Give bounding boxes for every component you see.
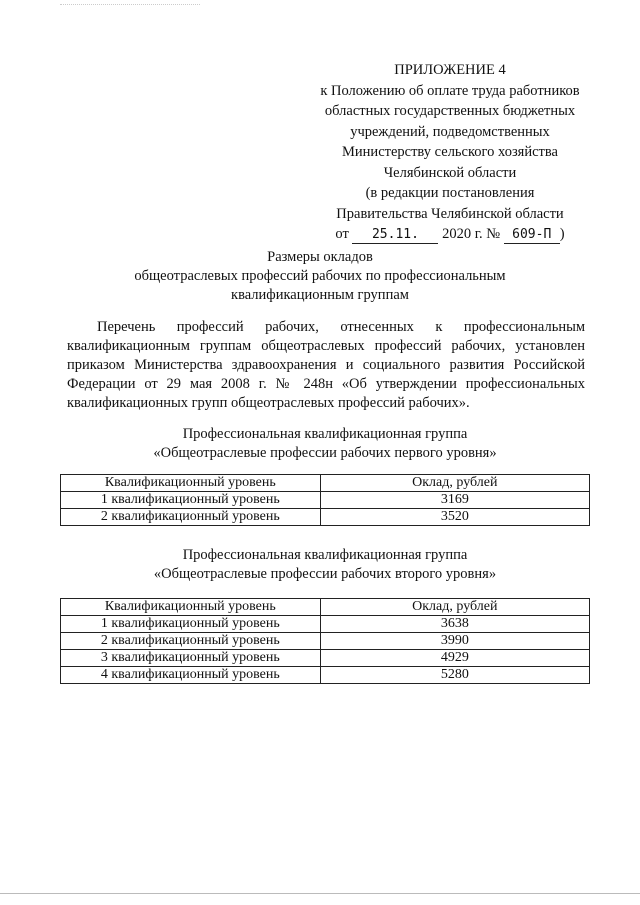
- appendix-line: ПРИЛОЖЕНИЕ 4: [394, 62, 506, 78]
- salary-cell: 5280: [320, 667, 589, 684]
- resolution-date: 25.11.: [352, 227, 438, 244]
- appendix-line: Челябинской области: [383, 164, 517, 181]
- table-row: [61, 667, 590, 684]
- appendix-line: Министерству сельского хозяйства: [342, 144, 558, 160]
- salary-cell: 3520: [320, 509, 589, 526]
- appendix-header: [290, 60, 610, 245]
- intro-paragraph: Перечень профессий рабочих, отнесенных к профессиональным квалификационным группам общеотраслевых профессий рабочих, установлен приказом Министерства здравоохранения и социального развития Российской Федерации от 29 мая 2008 г. № 248н «Об утверждении профессиональных квалификационных групп общеотраслевых профессий рабочих».: [67, 319, 585, 411]
- level-cell: 1 квалификационный уровень: [61, 616, 321, 633]
- appendix-line: учреждений, подведомственных: [350, 123, 550, 140]
- column-header: Квалификационный уровень: [61, 475, 321, 492]
- year-text: 2020 г. №: [442, 226, 501, 242]
- level-cell: 1 квалификационный уровень: [61, 492, 321, 509]
- resolution-number: 609-П: [504, 227, 560, 244]
- group-title-line: Профессиональная квалификационная группа: [182, 547, 468, 563]
- group-title-line: «Общеотраслевые профессии рабочих второго уровня»: [153, 566, 497, 582]
- closing-paren: ): [559, 226, 565, 242]
- appendix-line: (в редакции постановления: [365, 185, 535, 201]
- salary-cell: 4929: [320, 650, 589, 667]
- title-line: Размеры окладов: [267, 249, 373, 265]
- salary-cell: 3169: [320, 492, 589, 509]
- table-header-row: [61, 599, 590, 616]
- table-row: [61, 492, 590, 509]
- level-cell: 2 квалификационный уровень: [61, 633, 321, 650]
- table-row: [61, 633, 590, 650]
- group-1-salary-table: [60, 474, 590, 526]
- scan-artifact: [60, 4, 200, 5]
- appendix-line: к Положению об оплате труда работников: [320, 82, 580, 99]
- column-header: Оклад, рублей: [320, 599, 589, 616]
- table-header-row: [61, 475, 590, 492]
- column-header: Оклад, рублей: [320, 475, 589, 492]
- salary-cell: 3990: [320, 633, 589, 650]
- group-title-line: Профессиональная квалификационная группа: [182, 426, 468, 442]
- group-2-title: [60, 546, 590, 584]
- date-prefix: от: [335, 226, 349, 242]
- appendix-line: областных государственных бюджетных: [324, 103, 576, 119]
- table-row: [61, 616, 590, 633]
- title-line: квалификационным группам: [231, 287, 409, 303]
- level-cell: 3 квалификационный уровень: [61, 650, 321, 667]
- level-cell: 4 квалификационный уровень: [61, 667, 321, 684]
- table-row: [61, 509, 590, 526]
- group-2-salary-table: [60, 598, 590, 684]
- resolution-date-line: [290, 224, 610, 245]
- level-cell: 2 квалификационный уровень: [61, 509, 321, 526]
- group-title-line: «Общеотраслевые профессии рабочих первого уровня»: [153, 445, 497, 461]
- salary-cell: 3638: [320, 616, 589, 633]
- appendix-line: Правительства Челябинской области: [336, 205, 564, 222]
- table-row: [61, 650, 590, 667]
- document-title: [80, 248, 560, 305]
- title-line: общеотраслевых профессий рабочих по профессиональным: [134, 268, 506, 284]
- group-1-title: [60, 425, 590, 463]
- page-bottom-edge: [0, 893, 640, 894]
- column-header: Квалификационный уровень: [61, 599, 321, 616]
